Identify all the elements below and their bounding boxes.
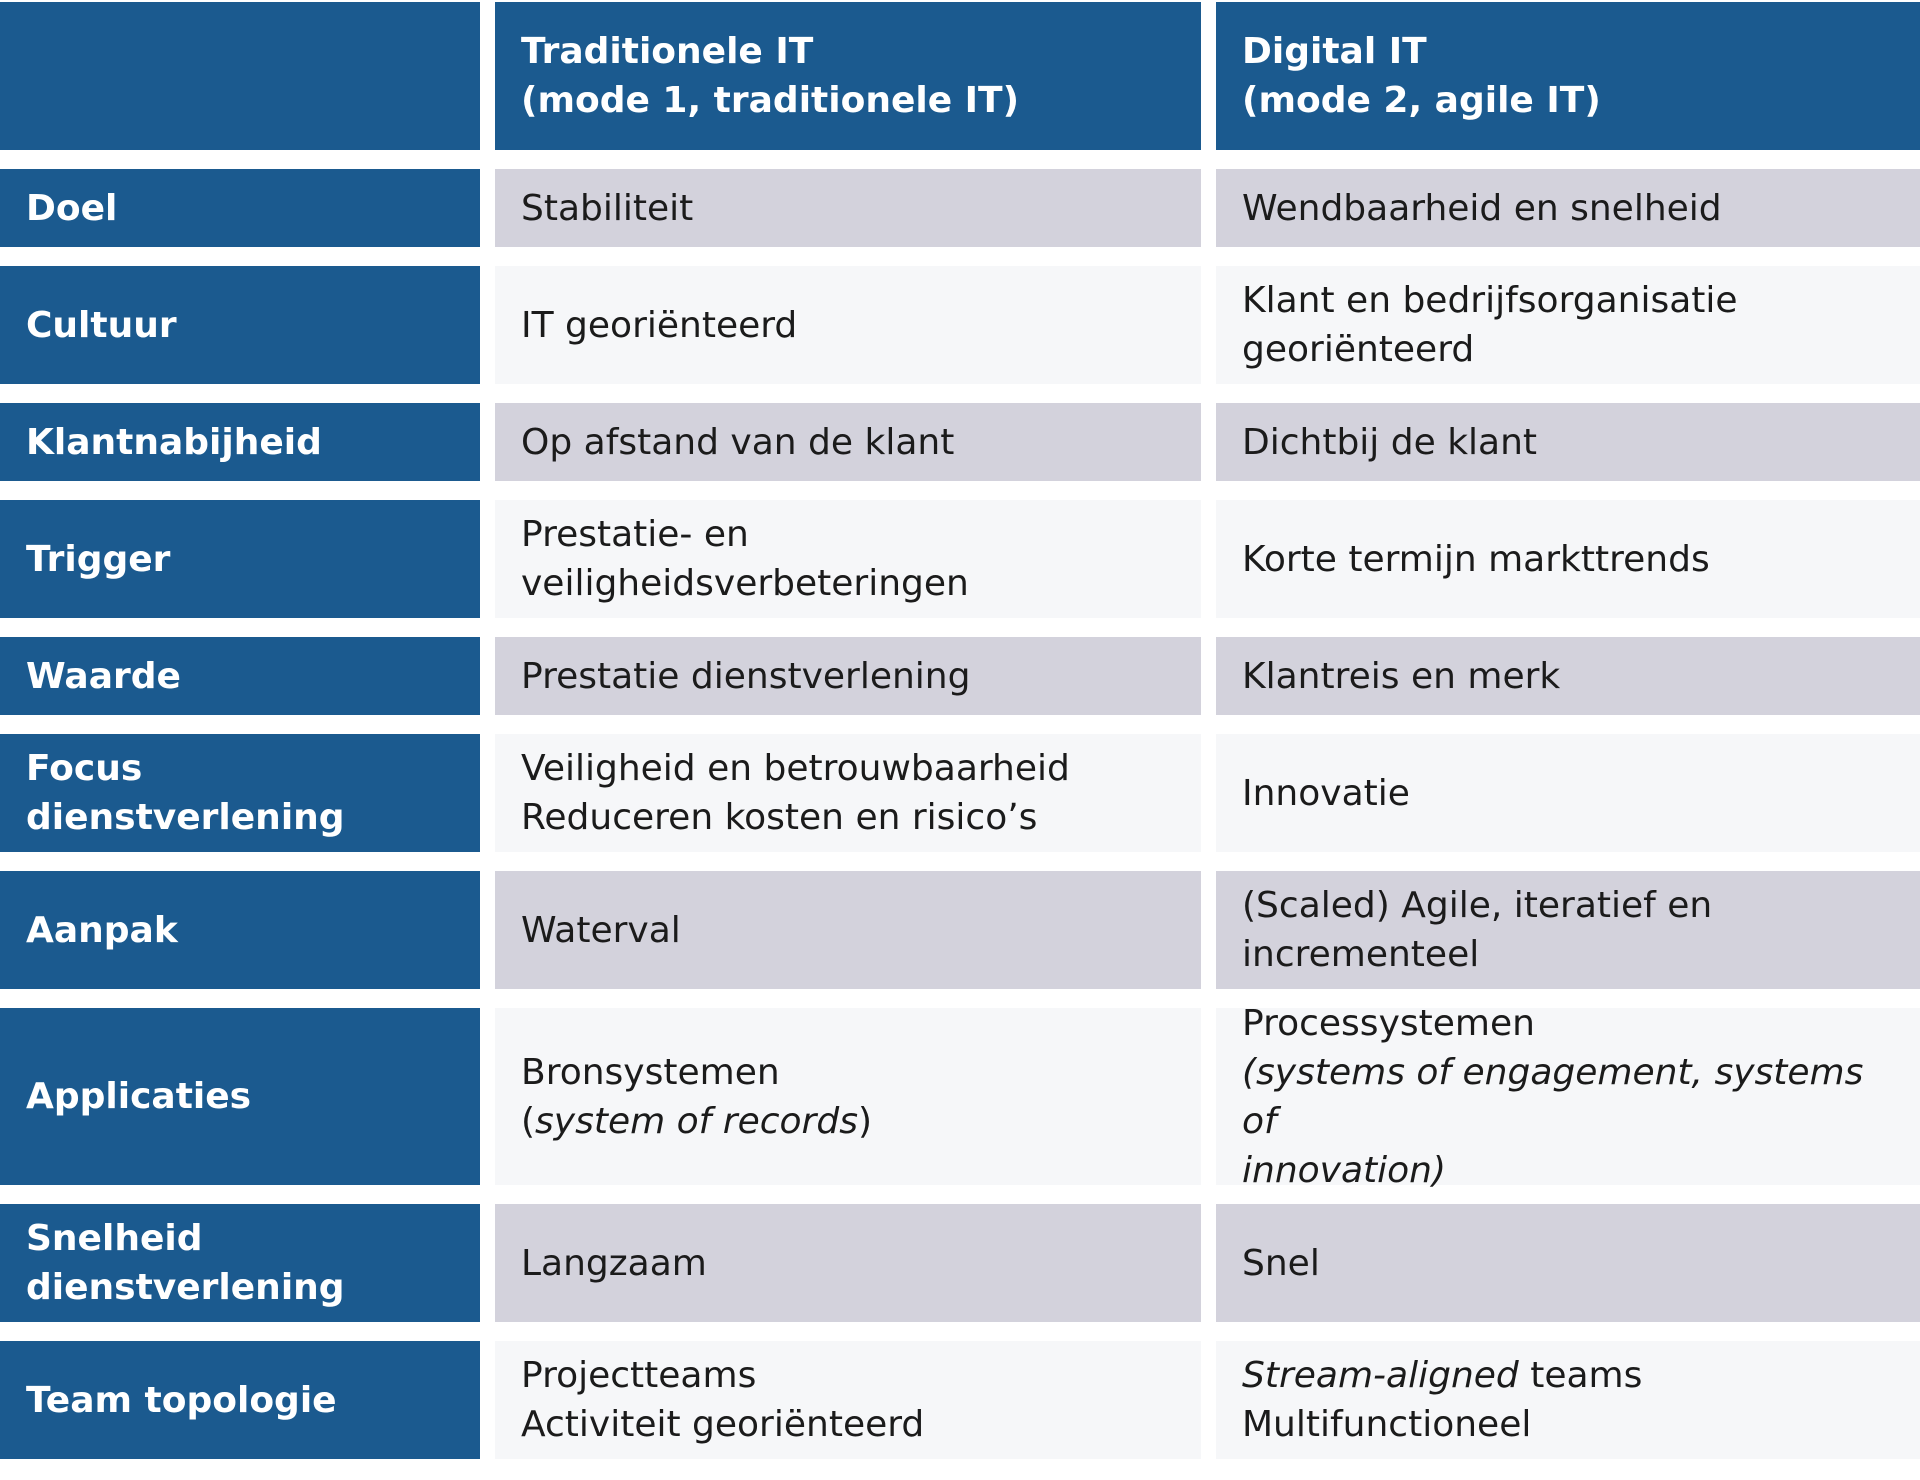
cell-snelheid-digital: Snel (1216, 1204, 1920, 1322)
cell-waarde-traditional: Prestatie dienstverlening (495, 637, 1201, 715)
row-label-trigger: Trigger (0, 500, 480, 618)
cell-klantnabijheid-traditional: Op afstand van de klant (495, 403, 1201, 481)
cell-doel-traditional: Stabiliteit (495, 169, 1201, 247)
cell-cultuur-traditional: IT georiënteerd (495, 266, 1201, 384)
row-label-aanpak: Aanpak (0, 871, 480, 989)
row-label-focus-dienstverlening: Focus dienstverlening (0, 734, 480, 852)
header-digital-subtitle: (mode 2, agile IT) (1242, 80, 1601, 121)
cell-trigger-traditional: Prestatie- en veiligheidsverbeteringen (495, 500, 1201, 618)
cell-trigger-digital: Korte termijn markttrends (1216, 500, 1920, 618)
cell-focus-traditional: Veiligheid en betrouwbaarheid Reduceren kosten en risico’s (495, 734, 1201, 852)
row-label-applicaties: Applicaties (0, 1008, 480, 1185)
header-traditional-title: Traditionele IT (521, 31, 814, 72)
row-label-snelheid-dienstverlening: Snelheid dienstverlening (0, 1204, 480, 1322)
row-label-klantnabijheid: Klantnabijheid (0, 403, 480, 481)
header-empty-cell (0, 2, 480, 150)
header-digital-title: Digital IT (1242, 31, 1427, 72)
row-label-team-topologie: Team topologie (0, 1341, 480, 1459)
header-traditional-it (495, 2, 1201, 150)
header-traditional-subtitle: (mode 1, traditionele IT) (521, 80, 1020, 121)
row-label-cultuur: Cultuur (0, 266, 480, 384)
row-label-doel: Doel (0, 169, 480, 247)
cell-cultuur-digital: Klant en bedrijfsorganisatie georiënteerd (1216, 266, 1920, 384)
header-digital-it (1216, 2, 1920, 150)
cell-applicaties-traditional: Bronsystemen (system of records) (495, 1008, 1201, 1185)
cell-snelheid-traditional: Langzaam (495, 1204, 1201, 1322)
cell-team-digital: Stream-aligned teams Multifunctioneel (1216, 1341, 1920, 1459)
cell-klantnabijheid-digital: Dichtbij de klant (1216, 403, 1920, 481)
cell-applicaties-digital: Processystemen (systems of engagement, systems of innovation) (1216, 1008, 1920, 1185)
cell-aanpak-digital: (Scaled) Agile, iteratief en incrementeel (1216, 871, 1920, 989)
cell-aanpak-traditional: Waterval (495, 871, 1201, 989)
cell-waarde-digital: Klantreis en merk (1216, 637, 1920, 715)
cell-team-traditional: Projectteams Activiteit georiënteerd (495, 1341, 1201, 1459)
row-label-waarde: Waarde (0, 637, 480, 715)
cell-focus-digital: Innovatie (1216, 734, 1920, 852)
cell-doel-digital: Wendbaarheid en snelheid (1216, 169, 1920, 247)
